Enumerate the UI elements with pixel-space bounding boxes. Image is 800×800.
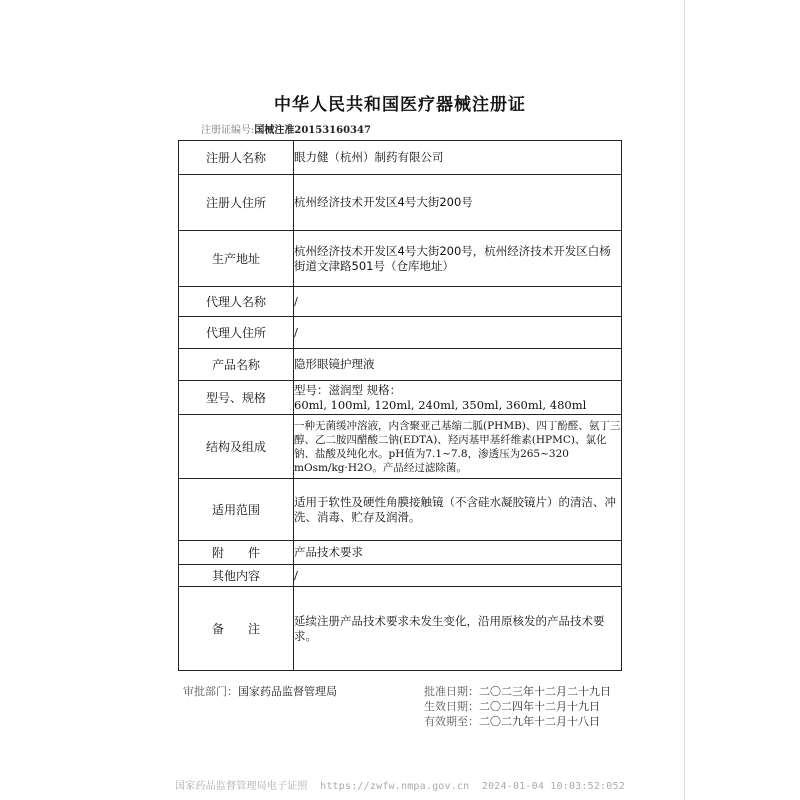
approval-date-label: 批准日期：	[424, 685, 479, 698]
table-row	[179, 317, 622, 349]
row-label: 适用范围	[179, 479, 294, 541]
row-label: 注册人住所	[179, 175, 294, 231]
row-label: 生产地址	[179, 231, 294, 287]
table-row	[179, 565, 622, 587]
row-value	[294, 381, 622, 415]
row-label: 代理人名称	[179, 287, 294, 317]
row-value: /	[294, 565, 622, 587]
approval-date	[424, 683, 611, 699]
table-row	[179, 541, 622, 565]
cert-number-label: 注册证编号:	[201, 125, 255, 136]
table-row	[179, 381, 622, 415]
registration-table	[178, 140, 622, 671]
row-label: 型号、规格	[179, 381, 294, 415]
model-line: 型号：滋润型 规格：	[294, 382, 402, 397]
row-value: 产品技术要求	[294, 541, 622, 565]
valid-until	[424, 713, 600, 729]
page-edge-line	[684, 0, 685, 800]
row-label: 代理人住所	[179, 317, 294, 349]
table-row	[179, 141, 622, 175]
row-value: 杭州经济技术开发区4号大街200号，杭州经济技术开发区白杨街道文津路501号（仓库地址）	[294, 231, 622, 287]
row-label: 其他内容	[179, 565, 294, 587]
row-value: /	[294, 317, 622, 349]
table-row	[179, 349, 622, 381]
approval-dept	[183, 683, 337, 699]
e-license-url: https://zwfw.nmpa.gov.cn	[320, 781, 470, 792]
table-row	[179, 587, 622, 671]
approval-date-value: 二〇二三年十二月二十九日	[479, 685, 611, 698]
table-row	[179, 175, 622, 231]
valid-until-label: 有效期至：	[424, 715, 479, 728]
cert-number-value: 国械注准20153160347	[254, 125, 371, 136]
row-value: 适用于软性及硬性角膜接触镜（不含硅水凝胶镜片）的清洁、冲洗、消毒、贮存及润滑。	[294, 479, 622, 541]
row-value: 隐形眼镜护理液	[294, 349, 622, 381]
table-row	[179, 415, 622, 479]
row-value: 眼力健（杭州）制药有限公司	[294, 141, 622, 175]
effective-date-label: 生效日期：	[424, 700, 479, 713]
row-value: 延续注册产品技术要求未发生变化，沿用原核发的产品技术要求。	[294, 587, 622, 671]
row-label: 备 注	[179, 587, 294, 671]
row-label: 注册人名称	[179, 141, 294, 175]
cert-number	[201, 121, 371, 136]
approval-dept-value: 国家药品监督管理局	[238, 685, 337, 698]
row-label: 产品名称	[179, 349, 294, 381]
e-license-timestamp: 2024-01-04 10:03:52:052	[481, 781, 625, 792]
row-value: 一种无菌缓冲溶液，内含聚亚己基缩二胍(PHMB)、四丁酚醛、氨丁三醇、乙二胺四醋酸二钠(EDTA)、羟丙基甲基纤维素(HPMC)、氯化钠、盐酸及纯化水。pH值为7.1~7.8，渗透压为265~320 mOsm/kg·H2O。产品经过滤除菌。	[294, 415, 622, 479]
effective-date	[424, 698, 600, 714]
document-title: 中华人民共和国医疗器械注册证	[274, 95, 526, 115]
table-row	[179, 479, 622, 541]
row-value: 杭州经济技术开发区4号大街200号	[294, 175, 622, 231]
table-row	[179, 231, 622, 287]
table-row	[179, 287, 622, 317]
e-license-watermark	[0, 777, 800, 792]
row-label: 附 件	[179, 541, 294, 565]
e-license-issuer: 国家药品监督管理局电子证照	[175, 781, 308, 792]
effective-date-value: 二〇二四年十二月十九日	[479, 700, 600, 713]
approval-dept-label: 审批部门：	[183, 685, 238, 698]
row-label: 结构及组成	[179, 415, 294, 479]
row-value: /	[294, 287, 622, 317]
spec-line: 60ml, 100ml, 120ml, 240ml, 350ml, 360ml, 480ml	[294, 397, 587, 412]
valid-until-value: 二〇二九年十二月十八日	[479, 715, 600, 728]
